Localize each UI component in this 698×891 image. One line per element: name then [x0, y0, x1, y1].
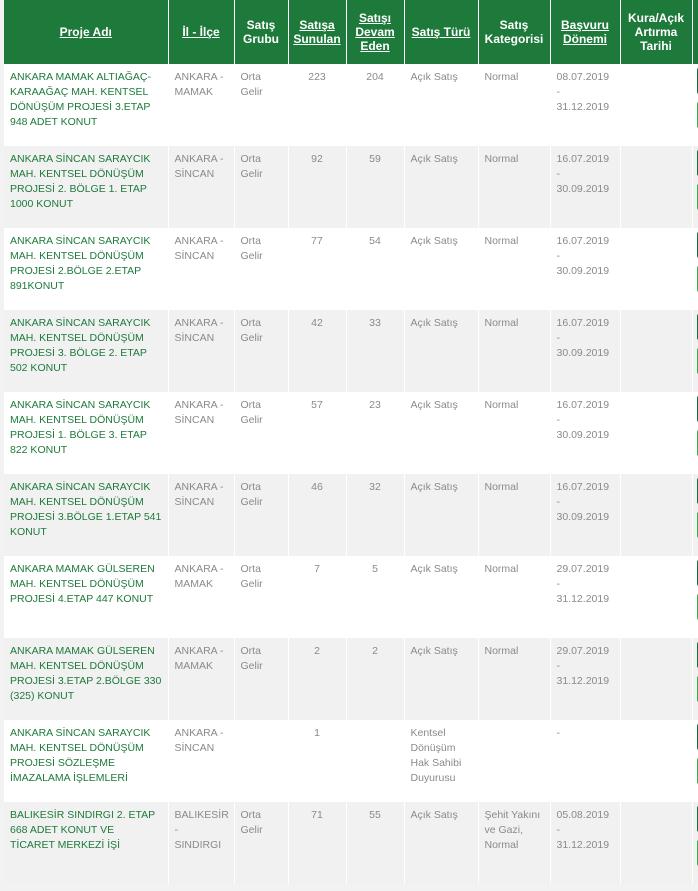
- cell-sunulan: 7: [288, 556, 346, 638]
- table-row: [4, 720, 698, 802]
- cell-il: ANKARA - MAMAK: [168, 556, 234, 638]
- cell-basvuru: 29.07.2019 - 31.12.2019: [550, 638, 620, 720]
- cell-il: ANKARA - SİNCAN: [168, 474, 234, 556]
- cell-il: ANKARA - SİNCAN: [168, 228, 234, 310]
- projects-table: [4, 0, 698, 884]
- cell-tur: Açık Satış: [404, 146, 478, 228]
- cell-actions: [692, 720, 698, 802]
- table-row: [4, 474, 698, 556]
- header-il[interactable]: İl - İlçe: [168, 0, 234, 64]
- cell-actions: [692, 802, 698, 884]
- table-row: [4, 64, 698, 146]
- cell-actions: [692, 310, 698, 392]
- cell-proje[interactable]: ANKARA MAMAK ALTIAĞAÇ-KARAAĞAÇ MAH. KENTSEL DÖNÜŞÜM PROJESİ 3.ETAP 948 ADET KONUT: [4, 64, 168, 146]
- cell-devam: 54: [346, 228, 404, 310]
- header-proje[interactable]: Proje Adı: [4, 0, 168, 64]
- table-row: [4, 392, 698, 474]
- table-row: [4, 310, 698, 392]
- cell-il: ANKARA - SİNCAN: [168, 720, 234, 802]
- cell-sunulan: 1: [288, 720, 346, 802]
- cell-kategori: Normal: [478, 310, 550, 392]
- cell-grup: [234, 720, 288, 802]
- cell-proje[interactable]: ANKARA SİNCAN SARAYCIK MAH. KENTSEL DÖNÜŞÜM PROJESİ 2.BÖLGE 2.ETAP 891KONUT: [4, 228, 168, 310]
- cell-basvuru: 05.08.2019 - 31.12.2019: [550, 802, 620, 884]
- cell-proje[interactable]: ANKARA SİNCAN SARAYCIK MAH. KENTSEL DÖNÜŞÜM PROJESİ SÖZLEŞME İMAZALAMA İŞLEMLERİ: [4, 720, 168, 802]
- cell-kura: [620, 146, 692, 228]
- cell-devam: 59: [346, 146, 404, 228]
- cell-proje[interactable]: ANKARA MAMAK GÜLSEREN MAH. KENTSEL DÖNÜŞÜM PROJESİ 4.ETAP 447 KONUT: [4, 556, 168, 638]
- cell-kategori: [478, 720, 550, 802]
- cell-grup: Orta Gelir: [234, 228, 288, 310]
- cell-tur: Açık Satış: [404, 228, 478, 310]
- cell-sunulan: 42: [288, 310, 346, 392]
- cell-kategori: Normal: [478, 474, 550, 556]
- cell-basvuru: 16.07.2019 - 30.09.2019: [550, 474, 620, 556]
- table-header-row: [4, 0, 698, 64]
- cell-kura: [620, 64, 692, 146]
- cell-grup: Orta Gelir: [234, 392, 288, 474]
- cell-devam: [346, 720, 404, 802]
- cell-basvuru: 16.07.2019 - 30.09.2019: [550, 392, 620, 474]
- cell-actions: [692, 392, 698, 474]
- cell-sunulan: 92: [288, 146, 346, 228]
- cell-proje[interactable]: ANKARA SİNCAN SARAYCIK MAH. KENTSEL DÖNÜŞÜM PROJESİ 1. BÖLGE 3. ETAP 822 KONUT: [4, 392, 168, 474]
- cell-devam: 2: [346, 638, 404, 720]
- cell-sunulan: 71: [288, 802, 346, 884]
- cell-tur: Açık Satış: [404, 64, 478, 146]
- cell-actions: [692, 228, 698, 310]
- cell-basvuru: 16.07.2019 - 30.09.2019: [550, 228, 620, 310]
- cell-kategori: Şehit Yakını ve Gazi, Normal: [478, 802, 550, 884]
- cell-il: ANKARA - SİNCAN: [168, 392, 234, 474]
- cell-kategori: Normal: [478, 146, 550, 228]
- cell-actions: [692, 474, 698, 556]
- cell-grup: Orta Gelir: [234, 146, 288, 228]
- cell-tur: Açık Satış: [404, 802, 478, 884]
- cell-basvuru: 08.07.2019 - 31.12.2019: [550, 64, 620, 146]
- table-row: [4, 556, 698, 638]
- table-row: [4, 228, 698, 310]
- cell-proje[interactable]: ANKARA MAMAK GÜLSEREN MAH. KENTSEL DÖNÜŞÜM PROJESİ 3.ETAP 2.BÖLGE 330 (325) KONUT: [4, 638, 168, 720]
- cell-tur: Açık Satış: [404, 310, 478, 392]
- table-row: [4, 638, 698, 720]
- cell-kura: [620, 802, 692, 884]
- cell-tur: Kentsel Dönüşüm Hak Sahibi Duyurusu: [404, 720, 478, 802]
- cell-il: ANKARA - SİNCAN: [168, 310, 234, 392]
- cell-kategori: Normal: [478, 392, 550, 474]
- cell-sunulan: 77: [288, 228, 346, 310]
- cell-sunulan: 57: [288, 392, 346, 474]
- cell-basvuru: 16.07.2019 - 30.09.2019: [550, 310, 620, 392]
- header-devam[interactable]: Satışı Devam Eden: [346, 0, 404, 64]
- header-tur[interactable]: Satış Türü: [404, 0, 478, 64]
- cell-kura: [620, 474, 692, 556]
- cell-devam: 23: [346, 392, 404, 474]
- cell-kategori: Normal: [478, 228, 550, 310]
- cell-il: ANKARA - MAMAK: [168, 64, 234, 146]
- cell-basvuru: 29.07.2019 - 31.12.2019: [550, 556, 620, 638]
- header-sunulan[interactable]: Satışa Sunulan: [288, 0, 346, 64]
- cell-il: ANKARA - SİNCAN: [168, 146, 234, 228]
- cell-basvuru: 16.07.2019 - 30.09.2019: [550, 146, 620, 228]
- header-basvuru[interactable]: Başvuru Dönemi: [550, 0, 620, 64]
- cell-grup: Orta Gelir: [234, 64, 288, 146]
- header-kategori: Satış Kategorisi: [478, 0, 550, 64]
- cell-devam: 32: [346, 474, 404, 556]
- cell-grup: Orta Gelir: [234, 556, 288, 638]
- cell-grup: Orta Gelir: [234, 802, 288, 884]
- cell-grup: Orta Gelir: [234, 638, 288, 720]
- cell-tur: Açık Satış: [404, 638, 478, 720]
- cell-tur: Açık Satış: [404, 556, 478, 638]
- cell-actions: [692, 638, 698, 720]
- cell-proje[interactable]: ANKARA SİNCAN SARAYCIK MAH. KENTSEL DÖNÜŞÜM PROJESİ 2. BÖLGE 1. ETAP 1000 KONUT: [4, 146, 168, 228]
- cell-actions: [692, 556, 698, 638]
- header-actions: [692, 0, 698, 64]
- cell-kura: [620, 310, 692, 392]
- cell-sunulan: 223: [288, 64, 346, 146]
- cell-proje[interactable]: BALIKESİR SINDIRGI 2. ETAP 668 ADET KONUT VE TİCARET MERKEZİ İŞİ: [4, 802, 168, 884]
- cell-kura: [620, 638, 692, 720]
- table-row: [4, 146, 698, 228]
- cell-kategori: Normal: [478, 556, 550, 638]
- cell-kura: [620, 720, 692, 802]
- cell-sunulan: 46: [288, 474, 346, 556]
- cell-kategori: Normal: [478, 64, 550, 146]
- cell-grup: Orta Gelir: [234, 310, 288, 392]
- cell-il: BALIKESİR - SINDIRGI: [168, 802, 234, 884]
- cell-basvuru: -: [550, 720, 620, 802]
- cell-proje[interactable]: ANKARA SİNCAN SARAYCIK MAH. KENTSEL DÖNÜŞÜM PROJESİ 3.BÖLGE 1.ETAP 541 KONUT: [4, 474, 168, 556]
- cell-actions: [692, 64, 698, 146]
- cell-kura: [620, 228, 692, 310]
- cell-devam: 204: [346, 64, 404, 146]
- cell-devam: 55: [346, 802, 404, 884]
- cell-sunulan: 2: [288, 638, 346, 720]
- table-row: [4, 802, 698, 884]
- cell-grup: Orta Gelir: [234, 474, 288, 556]
- cell-tur: Açık Satış: [404, 392, 478, 474]
- cell-il: ANKARA - MAMAK: [168, 638, 234, 720]
- cell-kategori: Normal: [478, 638, 550, 720]
- header-grup: Satış Grubu: [234, 0, 288, 64]
- cell-tur: Açık Satış: [404, 474, 478, 556]
- cell-kura: [620, 392, 692, 474]
- cell-kura: [620, 556, 692, 638]
- header-kura: Kura/Açık Artırma Tarihi: [620, 0, 692, 64]
- cell-proje[interactable]: ANKARA SİNCAN SARAYCIK MAH. KENTSEL DÖNÜŞÜM PROJESİ 3. BÖLGE 2. ETAP 502 KONUT: [4, 310, 168, 392]
- cell-actions: [692, 146, 698, 228]
- cell-devam: 5: [346, 556, 404, 638]
- cell-devam: 33: [346, 310, 404, 392]
